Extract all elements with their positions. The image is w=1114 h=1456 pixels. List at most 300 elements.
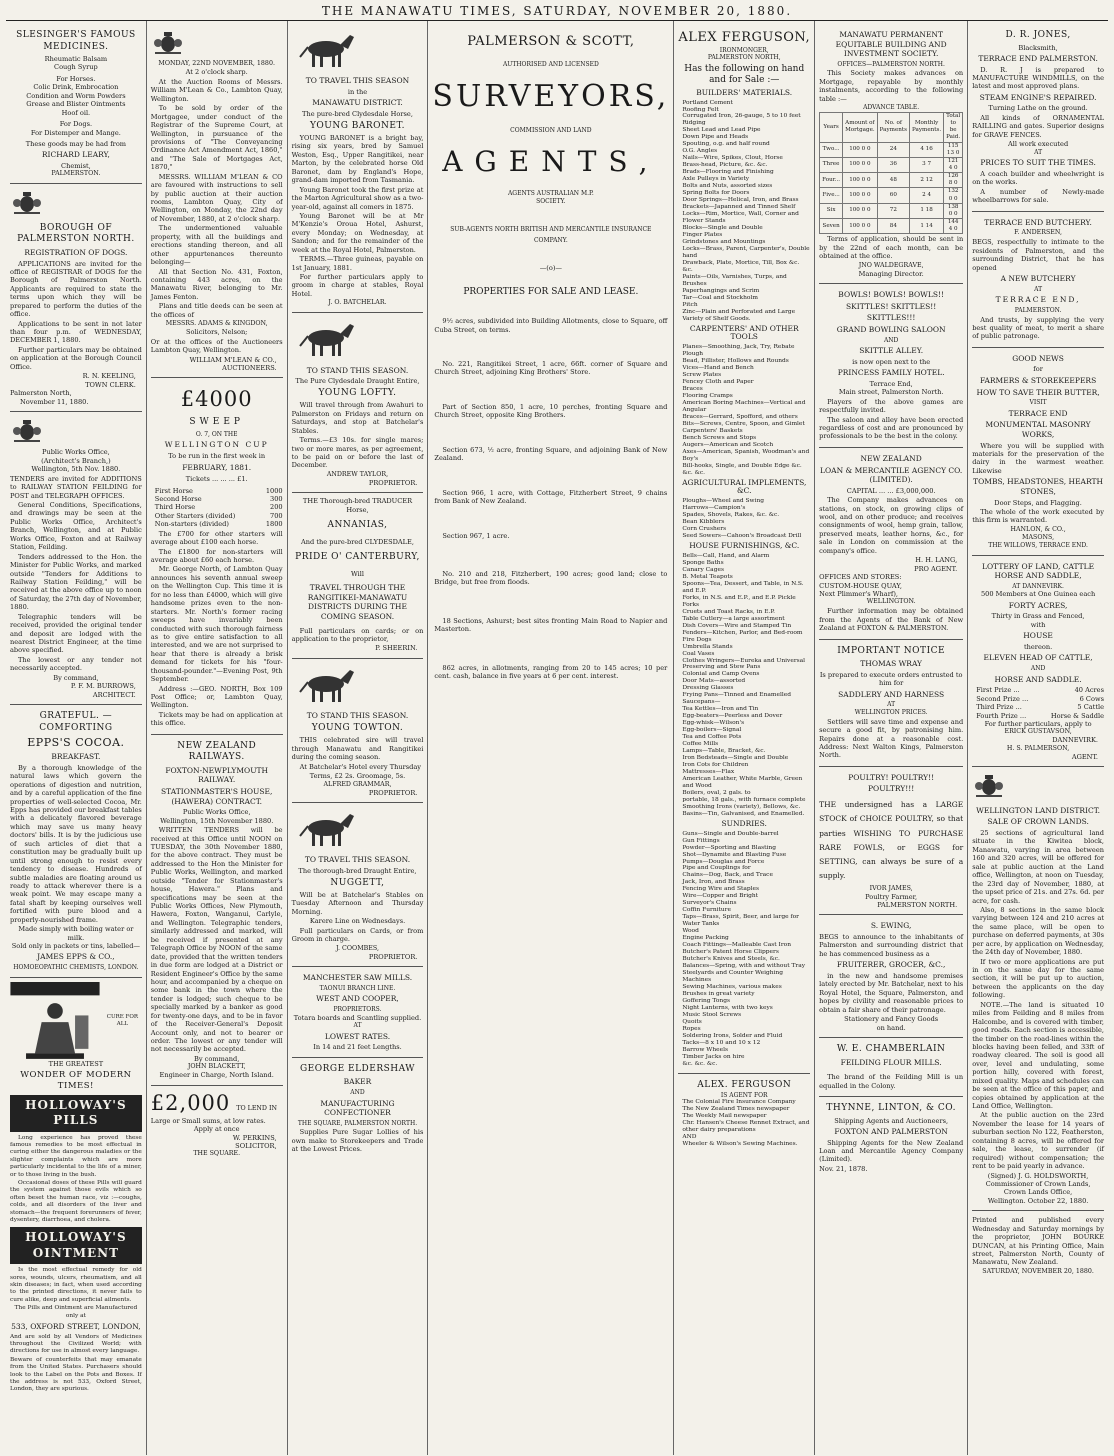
works-line: Public Works Office, <box>42 448 110 457</box>
lofty-sig: ANDREW TAYLOR, <box>326 470 389 478</box>
auction-sol: MESSRS. ADAMS & KINGDON, <box>165 320 268 328</box>
table-row <box>820 188 963 203</box>
list-item: Gun Fittings <box>682 837 720 844</box>
list-item: Music Stool Screws <box>682 1011 742 1018</box>
list-item: Canary Cages <box>682 566 724 573</box>
lofty-p2: Terms.—£3 10s. for single mares; two or more mares, as per agreement, to be paid on or before the last of December. <box>291 436 424 470</box>
list-item: Blocks—Single and Double <box>682 224 763 231</box>
lottery-t2: AT DANNEVIRK. <box>1012 582 1064 590</box>
holloway-addr: 533, OXFORD STREET, LONDON, <box>11 1322 141 1332</box>
list-item: Sponge Baths <box>682 559 724 566</box>
ferguson-agent-ad <box>678 1074 810 1153</box>
prize-label: Fourth Prize ... <box>976 711 1027 720</box>
build-sig2: Managing Director. <box>858 269 924 278</box>
dogs-sub: REGISTRATION OF DOGS. <box>24 247 128 257</box>
good-sig3: THE WILLOWS, TERRACE END. <box>988 541 1088 549</box>
auction-p5: All that Section No. 431, Foxton, containing 443 acres, on the Manawatu River, belonging to Mr. James Fenton. <box>150 267 283 301</box>
list-item: Steelyards and Counter Weighing Machines <box>682 970 783 983</box>
butcher-ad <box>972 212 1104 348</box>
column-6 <box>815 21 968 1455</box>
table-cell: 132 0 0 <box>944 188 963 203</box>
holloway-p6: Beware of counterfeits that may emanate from the United States. Purchasers should look to the Label on the Pots and Boxes. If the address is not 533, Oxford Street, London, they are spurious. <box>10 1356 142 1393</box>
table-header: No. of Payments <box>877 112 909 142</box>
wray-p1: Settlers will save time and expense and secure a good fit, by patronising him. Repairs done at a reasonable cost. Address: Next Walton Kings, Palmerston North. <box>819 717 964 760</box>
table-cell: 100 0 0 <box>843 219 878 234</box>
build-p1: This Society makes advances on Mortgage, repayable by monthly instalments, according to the following table :— <box>819 69 964 103</box>
leary-line: Hoof oil. <box>61 108 91 117</box>
auction-sig: WILLIAM M'LEAN & CO., <box>189 355 277 364</box>
epps-p2: Made simply with boiling water or milk. <box>18 925 134 942</box>
epps-p1: By a thorough knowledge of the natural laws which govern the operations of digestion and nutrition, and by a careful application of the fine properties of well-selected Cocoa, Mr. Epps has provided our breakfast tables with a delicately flavored beverage which may save us many heavy doctors' bills. It is by the judicious use of such articles of diet that a constitution may be gradually built up until strong enough to resist every tendency to disease. Hundreds of subtle maladies are floating around us ready to attack wherever there is a weak point. We may escape many a fatal shaft by keeping ourselves well fortified with pure blood and a properly-nourished frame. <box>10 763 142 924</box>
palmerson-l2: COMMISSION AND LAND <box>510 126 592 134</box>
baker-t1: GEORGE ELDERSHAW <box>299 1063 416 1074</box>
ferguson-h1: BUILDERS' MATERIALS. <box>696 87 793 97</box>
masthead: THE MANAWATU TIMES, SATURDAY, NOVEMBER 20, 1880. <box>6 2 1108 21</box>
annanias-p1: Full particulars on cards; or on application to the proprietor, <box>291 626 424 643</box>
works-cmd: By command, <box>53 673 99 682</box>
lofty-p1: Will travel through from Awahuri to Palmerston on Fridays and return on Saturdays, and stop at Batchelar's Stables. <box>291 401 424 435</box>
sweep-p2: The £700 for other starters will average about £100 each horse. <box>150 529 283 547</box>
table-cell: 2 4 <box>910 188 944 203</box>
list-item: Forks, in N.S. and E.P., and E.P. Pickle Forks <box>682 594 796 608</box>
list-item: Locks—Brass, Parent, Carpenter's, Double hand <box>682 245 810 259</box>
list-item: Finger Plates <box>682 231 723 238</box>
horse-icon <box>292 320 362 358</box>
baronet-name: YOUNG BARONET. <box>309 120 406 131</box>
baronet-p4: TERMS.—Three guineas, payable on 1st January, 1881. <box>291 255 424 272</box>
poultry-sig2: Poultry Farmer, <box>865 892 918 901</box>
jones-t7: AT <box>1034 148 1043 156</box>
list-item: Dressing Glasses <box>682 685 734 692</box>
list-item: American Leather, White Marble, Green and Wood <box>682 775 803 789</box>
dogs-sig2: TOWN CLERK. <box>85 380 136 389</box>
good-p2: The whole of the work executed by this firm is warranted. <box>972 507 1104 525</box>
lottery-prizes <box>972 686 1104 720</box>
auction-p7: Or at the offices of the Auctioneers Lambton Quay, Wellington. <box>150 337 283 355</box>
baronet-sig: J. O. BATCHELAR. <box>328 299 387 307</box>
works-p2: General Conditions, Specifications, and drawings may be seen at the Public Works Office, Architect's Branch, Wellington, and at Public Works Office, Foxton and at Railway Station, Feilding. <box>10 501 142 552</box>
dogs-p1: APPLICATIONS are invited for the office of REGISTRAR of DOGS for the Borough of Palmerston North. Applicants are required to state the terms upon which they will be prepared to perform the duties of the office. <box>10 259 142 319</box>
list-item: Balances—Spring, with and without Tray <box>682 963 806 970</box>
list-item: Pipe and Couplings for <box>682 865 751 872</box>
bowls-t1: BOWLS! BOWLS! BOWLS!! <box>838 290 944 300</box>
horse-icon <box>292 810 362 848</box>
list-item: B. Metal Teapots <box>682 573 733 580</box>
lottery-t10: AND <box>1030 664 1046 672</box>
butcher-p2: And trusts, by supplying the very best quality of meat, to merit a share of public patronage. <box>972 315 1104 341</box>
imprint <box>972 1211 1104 1281</box>
baker-t5: THE SQUARE, PALMERSTON NORTH. <box>297 1119 418 1127</box>
ferguson-ad <box>678 24 810 1074</box>
list-item: Coffin Furniture <box>682 907 731 914</box>
wray-t3: Is prepared to execute orders entrusted to him for <box>819 670 963 688</box>
list-item: Tea and Coffee Pots <box>682 734 742 741</box>
good-t7: MONUMENTAL MASONRY WORKS, <box>985 420 1091 439</box>
list-item: Night Lanterns, with two keys <box>682 1004 773 1011</box>
list-item: Grindstones and Mountings <box>682 238 766 245</box>
nuggett-p1: Will be at Batchelar's Stables on Tuesday Afternoon and Thursday Morning. <box>291 891 424 916</box>
works-p5: The lowest or any tender not necessarily accepted. <box>10 655 142 673</box>
auction-p3: MESSRS. WILLIAM M'LEAN & CO are favoured with instructions to sell by public auction at their auction rooms, Lambton Quay, City of Wellington, on Monday, the 22nd day of November, 1880, at 2 o'clock sharp. <box>150 172 283 223</box>
baker-t3: AND <box>350 1088 365 1096</box>
table-cell: 100 0 0 <box>843 188 878 203</box>
palmerson-l5: SUB-AGENTS NORTH BRITISH AND MERCANTILE INSURANCE COMPANY. <box>450 225 652 244</box>
auction-date: MONDAY, 22ND NOVEMBER, 1880. <box>158 60 275 68</box>
epps-sig: JAMES EPPS & CO., <box>37 952 115 962</box>
dogs-ad <box>10 184 142 412</box>
lend-sig2: SOLICITOR, <box>235 1141 277 1150</box>
lend-p1: Large or Small sums, at low rates. <box>150 1116 266 1125</box>
table-cell: Three <box>820 157 843 172</box>
table-cell: 121 4 0 <box>944 157 963 172</box>
sweep-tickets: Tickets ... ... ... £1. <box>185 475 248 484</box>
works-p3: Tenders addressed to the Hon. the Minister for Public Works, and marked outside "Tenders for Additions to Railway Station Feilding," will be received at the above office up to noon of Saturday, the 27th day of November, 1880. <box>10 552 142 612</box>
crown-p2: Also, 8 sections in the same block varying between 124 and 210 acres at the same place, will be open to purchase on deferred payments, at 30s per acre, by application on Wednesday, the 24th day of November, 1880. <box>972 905 1104 957</box>
annanias-t4: TRAVEL THROUGH THE RANGITIKEI-MANAWATU DISTRICTS DURING THE COMING SEASON. <box>307 583 408 621</box>
list-item: Shot—Dynamite and Blasting Fuse <box>682 851 787 858</box>
rail-line: Wellington, 15th November 1880. <box>160 816 274 825</box>
list-item: Door Springs—Helical, Iron, and Brass <box>682 197 799 204</box>
list-item: Braces <box>682 386 703 393</box>
seated-figure-icon <box>10 982 100 1060</box>
list-item: Soldering Irons, Solder and Fluid <box>682 1032 783 1039</box>
jones-t4: STEAM ENGINE'S REPAIRED. <box>979 92 1097 102</box>
prize-row <box>155 487 283 495</box>
list-item: Clothes Wringers—Eureka and Universal <box>682 657 806 664</box>
wray-t6: WELLINGTON PRICES. <box>854 708 928 716</box>
list-item: Chains—Dog, Back, and Trace <box>682 872 773 879</box>
jones-t8: PRICES TO SUIT THE TIMES. <box>980 158 1096 168</box>
list-item: Bean Kibblers <box>682 519 725 526</box>
works-p1: TENDERS are invited for ADDITIONS to RAILWAY STATION FEILDING for POST and TELEGRAPH OFFICES. <box>10 474 142 500</box>
loan-p1: The Company makes advances on stations, on stock, on growing clips of wool, and on other produce; and receives consignments of wool, hemp grain, tallow, preserved meats, leather horns, &c., for sale in London on commission at the company's office. <box>819 496 964 555</box>
baronet-t4: The pure-bred Clydesdale Horse, <box>302 110 413 119</box>
baker-t2: BAKER <box>343 1077 372 1087</box>
table-cell: Seven <box>820 219 843 234</box>
prize-value: 1800 <box>265 520 283 529</box>
epps-p3: Sold only in packets or tins, labelled— <box>11 942 141 950</box>
property-item: 18 Sections, Ashurst; best sites fronting Main Road to Napier and Masterton. <box>434 616 668 634</box>
list-item: Brackets—Japanned and Tinned Shelf <box>682 204 796 211</box>
table-header: Years <box>820 112 843 142</box>
good-news-ad <box>972 348 1104 556</box>
saw-ad <box>292 967 424 1058</box>
works-p4: Telegraphic tenders will be received, provided the original tender and deposit are lodged with the nearest District Engineer, at the time above specified. <box>10 612 142 655</box>
column-5 <box>674 21 815 1455</box>
rail-cmd: By command, <box>194 1054 240 1063</box>
leary-line: These goods may be had from <box>25 139 127 148</box>
ewing-p1: BEGS to announce to the inhabitants of Palmerston and surrounding district that he has commenced business as a <box>819 933 964 958</box>
lottery-t4: FORTY ACRES, <box>1008 600 1068 610</box>
property-item: Part of Section 850, 1 acre, 10 perches, fronting Square and Church Street, opposite King Brothers. <box>434 402 668 420</box>
list-item: Powder—Sporting and Blasting <box>682 844 776 851</box>
prize-label: Third Horse <box>154 503 196 512</box>
property-item: 9½ acres, subdivided into Building Allotments, close to Square, off Cuba Street, on terms. <box>434 317 668 334</box>
lottery-t8: thereon. <box>1024 642 1053 651</box>
table-row <box>820 157 963 172</box>
lofty-sig2: PROPRIETOR. <box>368 478 418 487</box>
palmerson-sep: —(o)— <box>539 264 563 273</box>
leary-line: For Distemper and Mange. <box>30 128 121 137</box>
loan-o2: CUSTOM-HOUSE QUAY, <box>819 581 903 590</box>
good-t8: TOMBS, HEADSTONES, HEARTH STONES, <box>973 477 1104 496</box>
prize-row <box>155 520 283 528</box>
nuggett-sig: J. COOMBES, <box>336 944 379 952</box>
list-item: Lamps—Table, Bracket, &c. <box>682 748 766 755</box>
list-item: Sheet Lead and Lead Pipe <box>682 127 761 134</box>
annanias-sig: P. SHEERIN. <box>375 644 418 653</box>
poultry-sig3: PALMERSTON NORTH. <box>877 901 958 910</box>
table-cell: 144 4 0 <box>944 219 963 234</box>
list-item: Bench Screws and Stops <box>682 434 757 441</box>
towton-p1: THIS celebrated sire will travel through Manawatu and Rangitikei during the coming season. <box>291 736 424 762</box>
saw-t1: MANCHESTER SAW MILLS. <box>302 973 413 983</box>
leary-title: SLESINGER'S FAMOUS MEDICINES. <box>16 30 136 52</box>
rail-t3: STATIONMASTER'S HOUSE, (HAWERA) CONTRACT. <box>161 787 273 806</box>
thynne-ad <box>819 1097 963 1178</box>
list-item: Wood <box>682 928 699 935</box>
list-item: Surveyor's Chains <box>682 900 737 907</box>
lend-t: TO LEND IN <box>236 1104 277 1112</box>
table-cell: 115 13 0 <box>944 142 963 157</box>
crown-sig2: Commissioner of Crown Lands, <box>985 1179 1091 1188</box>
rail-title: NEW ZEALAND RAILWAYS. <box>177 740 257 763</box>
auction-ad <box>151 24 283 378</box>
list-item: Seed Sowers—Cahoon's Broadcast Drill <box>682 533 802 540</box>
saw-p4: In 14 and 21 feet Lengths. <box>313 1043 402 1052</box>
leary-horses: For Horses. <box>56 74 96 83</box>
list-item: Fencey Cloth and Paper <box>682 379 754 386</box>
lend-place: THE SQUARE. <box>193 1150 241 1158</box>
lottery-t5: Thirty in Grass and Fenced, <box>991 612 1085 621</box>
lottery-sig3: H. S. PALMERSON, <box>1006 744 1070 752</box>
property-item: No. 221, Rangitikei Street, 1 acre, 66ft. corner of Square and Church Street, adjoining King Brothers' Store. <box>434 360 668 377</box>
table-cell: Six <box>820 203 843 218</box>
palmerson-name: PALMERSON & SCOTT, <box>467 34 635 49</box>
baronet-p3: Young Baronet will be at Mr M'Kenzie's Oroua Hotel, Ashurst, every Monday; on Wednesday, at Sandon; and for the remainder of the week at the Royal Hotel, Palmerston. <box>291 211 424 254</box>
palmerson-surveyors: SURVEYORS, <box>432 79 670 115</box>
list-item: Tea Kettles—Iron and Tin <box>682 706 759 713</box>
poultry-p1: THE undersigned has a LARGE STOCK of CHOICE POULTRY, so that parties WISHING TO PURCHASE RARE FOWLS, or EGGS for SETTING, can always be sure of a supply. <box>819 800 964 881</box>
ferguson-h4: HOUSE FURNISHINGS, &C. <box>689 541 800 551</box>
thynne-t2: Shipping Agents and Auctioneers, <box>834 1116 949 1125</box>
list-item: Colonial and Camp Ovens <box>682 671 760 678</box>
list-item: Smoothing Irons (variety), Bellows, &c. <box>682 803 801 810</box>
list-item: Egg-boilers—Signal <box>682 727 742 734</box>
build-t2: OFFICES—PALMERSTON NORTH. <box>837 60 945 68</box>
property-item: Section 966, 1 acre, with Cottage, Fitzherbert Street, 9 chains from Bank of New Zealand. <box>434 488 668 506</box>
rail-sig: JOHN BLACKETT, <box>187 1063 246 1071</box>
imprint-p1: Printed and published every Wednesday and Saturday mornings by the proprietor, JOHN BOURKE DUNCAN, at his Printing Office, Main street, Palmerston North, County of Manawatu, New Zealand. <box>972 1216 1104 1267</box>
sweep-p6: Tickets may be had on application at this office. <box>150 710 283 728</box>
column-4 <box>428 21 674 1455</box>
build-t1: MANAWATU PERMANENT EQUITABLE BUILDING AND INVESTMENT SOCIETY. <box>835 30 947 59</box>
table-cell: 100 0 0 <box>843 142 878 157</box>
annanias-name2: PRIDE O' CANTERBURY, <box>295 552 420 563</box>
sweep-amount: £4000 <box>180 387 253 412</box>
ferguson-l1: IRONMONGER, <box>719 47 769 55</box>
mill-t2: FEILDING FLOUR MILLS. <box>840 1057 942 1067</box>
list-item: Goffering Tongs <box>682 997 730 1004</box>
butcher-t3: A NEW BUTCHERY <box>1000 274 1076 284</box>
table-cell: 4 16 <box>910 142 944 157</box>
column-2 <box>147 21 288 1455</box>
prize-value: 5 Cattle <box>1077 703 1104 712</box>
house-furnishings-list <box>678 553 810 818</box>
coat-of-arms-icon <box>10 419 44 443</box>
table-cell: 60 <box>877 188 909 203</box>
palmerson-l4: SOCIETY. <box>536 197 566 205</box>
works-line: Wellington, 5th Nov. 1880. <box>31 465 121 474</box>
baronet-ad <box>292 24 424 313</box>
loan-o4: WELLINGTON. <box>866 598 916 606</box>
lottery-sig2: DANNEVIRK. <box>1052 736 1098 745</box>
sweep-p1: To be run in the first week in <box>168 452 266 461</box>
prize-row <box>155 495 283 503</box>
crown-p5: At the public auction on the 23rd November the lease for 14 years of suburban section No 122, Featherston, containing 8 acres, will be offered for sale, the lease, to surrender (if required) without compensation; the rent to be paid yearly in advance. <box>972 1111 1104 1171</box>
ewing-t2: FRUITERER, GROCER, &C., <box>836 960 946 970</box>
list-item: Cruets and Toast Racks, in E.P. <box>682 608 776 615</box>
tools-list <box>678 344 810 476</box>
bowls-t7: is now open next to the <box>852 357 931 366</box>
prize-row <box>976 712 1104 720</box>
crown-t2: SALE OF CROWN LANDS. <box>987 817 1089 827</box>
auction-sol2: Solicitors, Nelson; <box>185 328 248 337</box>
list-item: Dish Covers—Wire and Stamped Tin <box>682 622 792 629</box>
annanias-t2: And the pure-bred CLYDESDALE, <box>301 537 414 546</box>
table-cell: 138 0 0 <box>944 203 963 218</box>
palmerson-l3: AGENTS AUSTRALIAN M.P. <box>507 190 594 198</box>
good-t1: GOOD NEWS <box>1012 353 1064 363</box>
list-item: The Weekly Mail newspaper <box>682 1113 767 1120</box>
epps-sub: BREAKFAST. <box>51 752 101 762</box>
building-society-ad <box>819 24 963 284</box>
crown-sig: (Signed) J. G. HOLDSWORTH, <box>987 1171 1089 1180</box>
annanias-ad <box>292 493 424 658</box>
rail-p1: WRITTEN TENDERS will be received at this Office until NOON on TUESDAY, the 30th November 1880, for the above contract. They must be addressed to the Hon the Minister for Public Works, Wellington, and marked outside "Tender for Stationmaster's house, Hawera." Plans and specifications may be seen at the Public Works Offices, New Plymouth, Hawera, Foxton, Wanganui, Carlyle, and Wellington. Telegraphic tenders, similarly addressed and marked, will be received if presented at any Telegraph Office by NOON of the same date, provided that the written tenders in due form are lodged at a District or Resident Engineer's Office by the same hour, and accompanied by a cheque on some bank in the town where the tender is lodged; such cheque to be specially marked by a banker as good for twenty-one days, and to be in favor of the Receiver-General's Deposit Account only, and not to bearer or order. The lowest or any tender will not necessarily be accepted. <box>150 826 283 1054</box>
jones-t2: Blacksmith, <box>1018 43 1058 52</box>
ewing-t1: S. EWING, <box>870 921 912 931</box>
list-item: Sewing Machines, various makes <box>682 983 782 990</box>
list-item: Chr. Hansen's Cheese Rennet Extract, and other dairy preparations <box>682 1120 810 1134</box>
dogs-sig: R. N. KEELING, <box>82 372 136 381</box>
good-sig2: MASONS, <box>1022 533 1055 541</box>
ewing-ad <box>819 915 963 1038</box>
jones-p3: A coach builder and wheelwright is on the works. <box>972 169 1104 187</box>
list-item: Spades, Shovels, Rakes, &c. &c. <box>682 512 780 519</box>
table-row <box>820 142 963 157</box>
holloway-pills-banner: HOLLOWAY'S PILLS <box>10 1095 142 1132</box>
bowls-t2: SKITTLES! SKITTLES!! <box>846 301 937 311</box>
saw-t3: WEST AND COOPER, <box>316 994 399 1004</box>
ferguson-agent-name: ALEX. FERGUSON <box>697 1079 792 1090</box>
list-item: Planes—Smoothing, Jack, Try, Rebate Plough <box>682 344 795 358</box>
list-item: Bells—Call, Hand, and Alarm <box>682 552 770 559</box>
lottery-t1: LOTTERY OF LAND, CATTLE HORSE AND SADDLE, <box>982 561 1095 581</box>
table-cell: Four... <box>820 173 843 188</box>
list-item: Taps—Brass, Spirit, Beer, and large for Water Tanks <box>682 914 799 928</box>
table-cell: 126 8 0 <box>944 173 963 188</box>
lofty-ad <box>292 313 424 493</box>
baronet-p2: Young Baronet took the first prize at the Marton Agricultural show as a two-year-old, against all comers in 1875. <box>291 185 424 211</box>
wray-t1: IMPORTANT NOTICE <box>837 645 946 656</box>
nuggett-t2: The thorough-bred Draught Entire, <box>298 867 417 876</box>
good-t4: HOW TO SAVE THEIR BUTTER, <box>976 387 1100 397</box>
agricultural-list <box>678 498 810 540</box>
table-cell: 100 0 0 <box>843 157 878 172</box>
horse-icon <box>292 31 362 69</box>
crown-p3: If two or more applications are put in on the same day for the same section, it will be put up to auction, between the applicants on the day following. <box>972 957 1104 1000</box>
bowls-t8: PRINCESS FAMILY HOTEL. <box>837 368 945 378</box>
list-item: Boilers, oval, 2 gals. to <box>682 789 751 796</box>
list-item: Wire—Copper and Bright <box>682 893 759 900</box>
list-item: Ropes <box>682 1025 701 1032</box>
good-p1: Where you will be supplied with materials for the preservation of the dairy in the warmest weather. Likewise <box>972 441 1104 475</box>
loan-sig2: PRO AGENT. <box>914 564 958 573</box>
build-th: ADVANCE TABLE. <box>863 104 920 112</box>
towton-ad <box>292 659 424 803</box>
butcher-t6: PALMERSTON. <box>1014 306 1062 314</box>
list-item: Coffee Mills <box>682 741 719 748</box>
column-1 <box>6 21 147 1455</box>
list-item: The Colonial Fire Insurance Company <box>682 1099 796 1106</box>
saw-t4: PROPRIETORS. <box>333 1005 382 1013</box>
ferguson-agent-l: IS AGENT FOR <box>720 1092 768 1100</box>
builders-materials-list <box>678 100 810 323</box>
jones-p2: All kinds of ORNAMENTAL RAILLING and gates. Superior designs for GRAVE FENCES. <box>972 113 1104 139</box>
dogs-date: Palmerston North, <box>10 389 72 398</box>
crown-t1: WELLINGTON LAND DISTRICT. <box>976 805 1101 815</box>
baronet-p1: YOUNG BARONET is a bright bay, rising six years, bred by Samuel Weston, Esq., Upper Rangitikei, near Marton, by the celebrated horse Old Baronet, dam by England's Hope, grand-dam imported from Tasmania. <box>291 134 424 185</box>
table-row <box>820 203 963 218</box>
table-cell: 3 7 <box>910 157 944 172</box>
property-item: No. 210 and 218, Fitzherbert, 190 acres; good land; close to Bridge, but free from floods. <box>434 569 668 587</box>
prize-row <box>976 686 1104 694</box>
baronet-t2: in the <box>347 88 368 97</box>
bowls-p1: Players of the above games are respectfully invited. <box>819 397 964 415</box>
crown-sig4: Wellington. October 22, 1880. <box>987 1196 1089 1205</box>
rail-sig2: Engineer in Charge, North Island. <box>159 1071 274 1080</box>
prize-label: Second Horse <box>154 494 202 503</box>
saw-p3: LOWEST RATES. <box>324 1031 391 1041</box>
mill-ad <box>819 1038 963 1097</box>
list-item: Pitch <box>682 301 698 308</box>
auction-p6: Plans and title deeds can be seen at the offices of <box>150 302 283 319</box>
sweep-p5: Address :—GEO. NORTH, Box 109 Post Office; or, Lambton Quay, Wellington. <box>150 684 283 710</box>
rail-t2: FOXTON-NEWPLYMOUTH RAILWAY. <box>165 765 269 785</box>
prize-value: Horse & Saddle <box>1050 711 1104 720</box>
table-header: Monthly Payments. <box>910 112 944 142</box>
list-item: Tar—Coal and Stockholm <box>682 294 758 301</box>
imprint-date: SATURDAY, NOVEMBER 20, 1880. <box>982 1267 1094 1275</box>
bowls-t9: Terrace End, <box>869 379 913 388</box>
ferguson-l2: PALMERSTON NORTH, <box>707 54 781 62</box>
sundries-list <box>678 831 810 1068</box>
list-item: Brads—Flooring and Finishing <box>682 169 774 176</box>
towton-name: YOUNG TOWTON. <box>311 722 404 733</box>
list-item: AND <box>682 1134 697 1141</box>
list-item: Corn Crushers <box>682 526 727 533</box>
towton-p2: At Batchelar's Hotel every Thursday <box>299 762 422 771</box>
holloway-ad <box>10 978 142 1400</box>
towton-p3: Terms, £2 2s. Groomage, 5s. <box>309 772 406 781</box>
prize-label: Non-starters (divided) <box>154 520 229 529</box>
lottery-t7: HOUSE <box>1023 631 1053 641</box>
ferguson-h2: CARPENTERS' AND OTHER TOOLS <box>689 323 799 342</box>
auction-p2: To be sold by order of the Mortgagee, under conduct of the Registrar of the Supreme Court, at Wellington, in pursuance of the provisions of "The Conveyancing Ordinance Act Amendment Act, 1860," and "The Sale of Mortgages Act, 1870," <box>150 104 283 172</box>
saw-p2: AT <box>353 1022 362 1030</box>
bowls-t5: AND <box>883 336 899 344</box>
